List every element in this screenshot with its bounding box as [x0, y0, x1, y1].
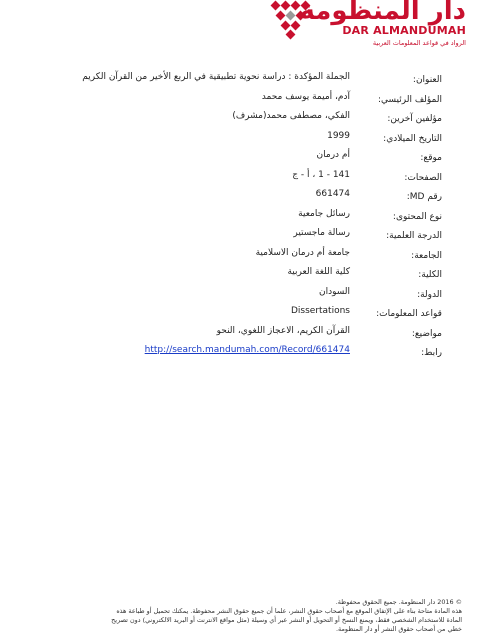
field-value: أم درمان [316, 150, 350, 160]
logo-arabic-name: دار المنظومة [299, 0, 466, 26]
record-row-college [132, 263, 442, 283]
record-row-title [82, 68, 442, 88]
record-row-date [132, 127, 442, 147]
field-label: نوع المحتوى: [392, 211, 442, 222]
record-row-country [132, 283, 442, 303]
field-label: الصفحات: [404, 172, 442, 183]
field-label: الدولة: [417, 289, 442, 300]
field-label: مؤلفين آخرين: [387, 114, 442, 124]
license-line: المادة للاستخدام الشخصي فقط، ويمنع النسخ أو التحويل أو النشر عبر أي وسيلة (مثل مواقع الانترنت أو البريد الالكتروني) دون تصريح [111, 616, 462, 624]
field-label: المؤلف الرئيسي: [377, 94, 442, 105]
record-row-pages [132, 166, 442, 186]
copyright-footer [18, 598, 462, 634]
field-value: آدم، أميمة يوسف محمد [261, 91, 350, 102]
record-row-subjects [132, 322, 442, 342]
field-label: رقم MD: [406, 192, 442, 202]
record-row-degree [132, 224, 442, 244]
logo-english-name: DAR ALMANDUMAH [342, 24, 466, 37]
record-row-other-authors [132, 107, 442, 127]
field-label: قواعد المعلومات: [376, 309, 442, 319]
field-label: موقع: [420, 153, 442, 163]
record-row-link [132, 341, 442, 361]
record-row-content-type [132, 205, 442, 225]
field-label: الدرجة العلمية: [386, 231, 442, 241]
record-row-location [132, 146, 442, 166]
field-label: رابط: [421, 348, 442, 358]
field-label: الجامعة: [411, 250, 442, 261]
field-value: القرآن الكريم، الاعجاز اللغوي، النحو [216, 325, 350, 336]
field-value: الفكي، مصطفى محمد(مشرف) [232, 111, 350, 121]
license-line: هذه المادة متاحة بناء على الإتفاق الموقع مع أصحاب حقوق النشر، علما أن جميع حقوق النشر محفوظة. يمكنك تحميل أو طباعة هذه [116, 607, 462, 615]
field-label: العنوان: [412, 75, 442, 85]
record-row-main-author [132, 88, 442, 108]
field-label: مواضيع: [411, 328, 442, 339]
record-row-md-number [132, 185, 442, 205]
logo-tagline: الرواد في قواعد المعلومات العربية [372, 39, 466, 47]
field-value: 661474 [315, 189, 350, 199]
field-value: رسائل جامعية [298, 208, 350, 219]
record-row-databases [132, 302, 442, 322]
record-row-university [132, 244, 442, 264]
field-value: 1999 [327, 130, 350, 141]
record-metadata [82, 68, 442, 361]
field-value: 141 - 1 ، أ - ج [292, 169, 350, 180]
field-value: رسالة ماجستير [293, 228, 350, 238]
dar-almandumah-logo [266, 0, 466, 62]
field-value: Dissertations [290, 306, 350, 316]
field-label: التاريخ الميلادي: [383, 133, 442, 144]
field-value: الجملة المؤكدة : دراسة نحوية تطبيقية في الربع الأخير من القرآن الكريم [82, 72, 350, 82]
field-label: الكلية: [418, 270, 442, 280]
field-value: كلية اللغة العربية [287, 267, 350, 277]
record-link[interactable]: http://search.mandumah.com/Record/661474 [144, 345, 350, 355]
license-line: خطي من أصحاب حقوق النشر أو دار المنظومة. [336, 625, 462, 633]
field-value: جامعة أم درمان الاسلامية [255, 247, 350, 258]
copyright-line: © 2016 دار المنظومة. جميع الحقوق محفوظة. [335, 598, 462, 606]
field-value: السودان [318, 286, 350, 297]
